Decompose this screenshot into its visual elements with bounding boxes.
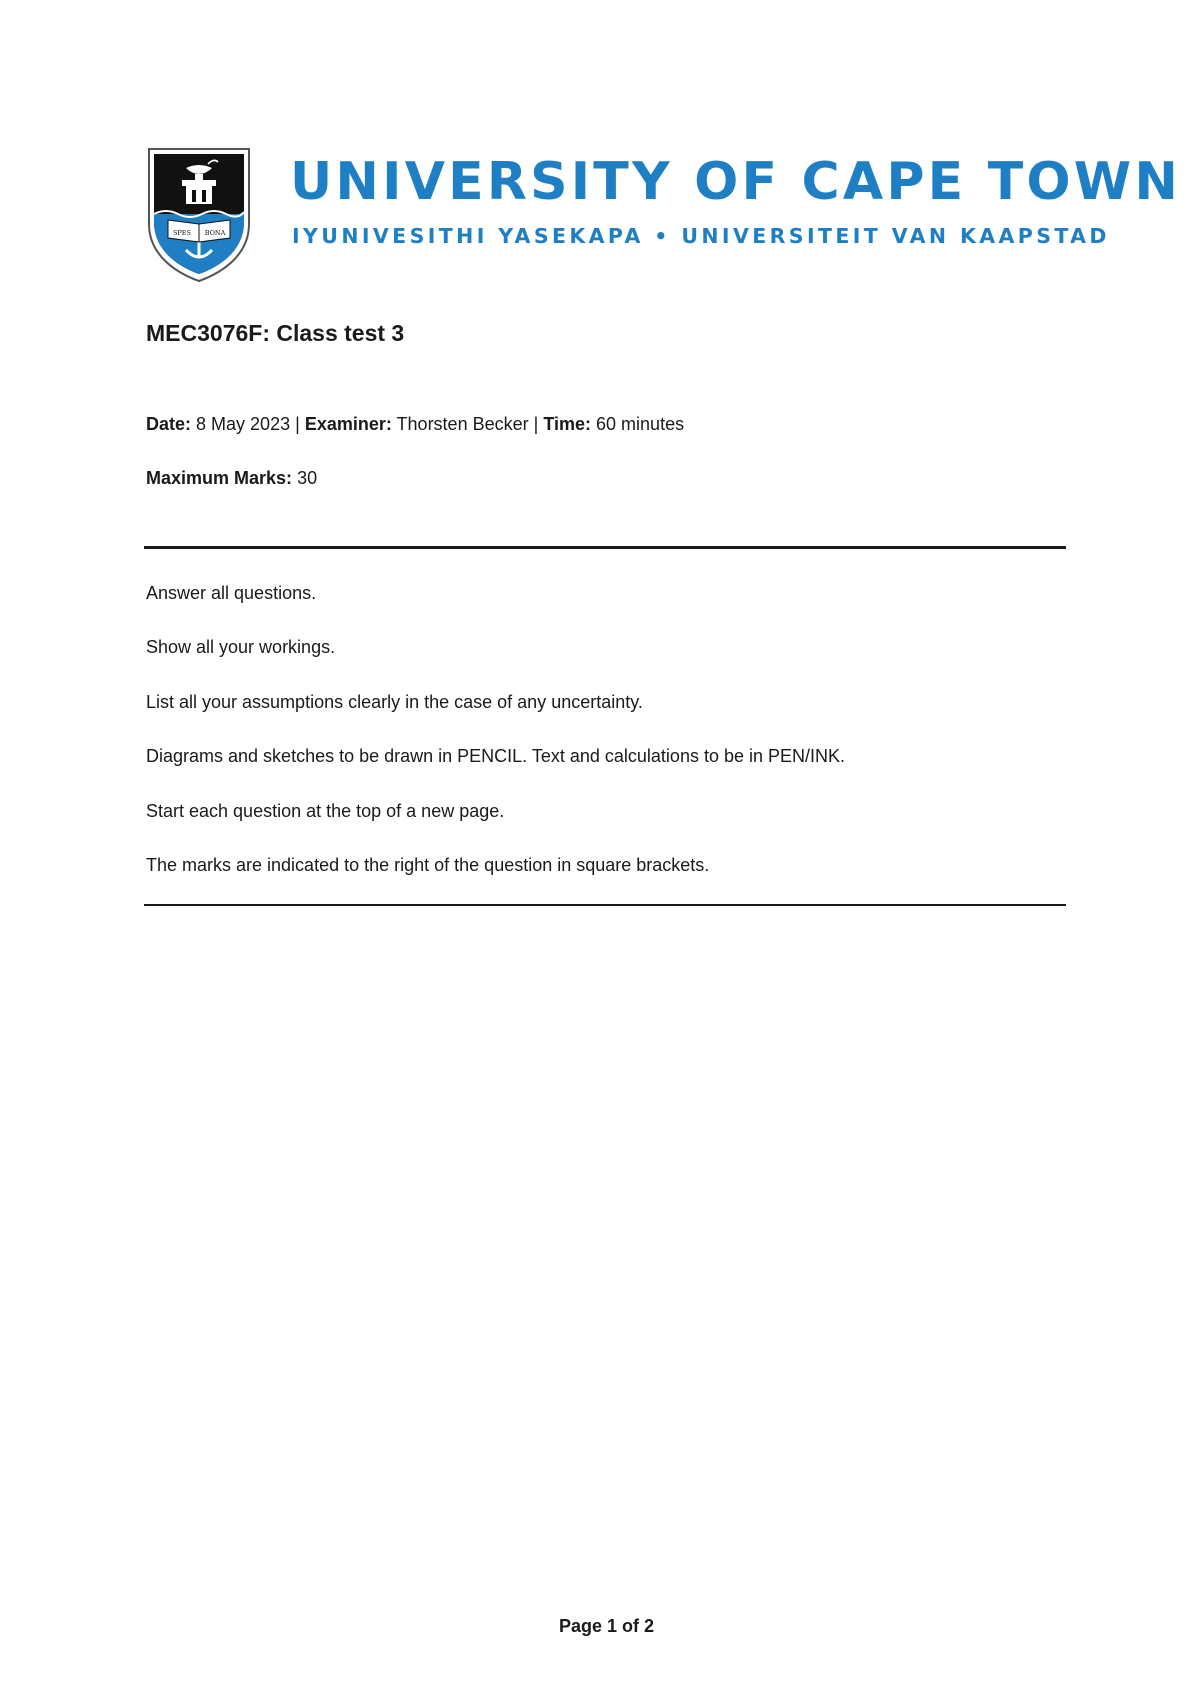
examiner-value: Thorsten Becker bbox=[396, 414, 529, 434]
crest-motto-left: SPES bbox=[172, 229, 192, 237]
time-value: 60 minutes bbox=[596, 414, 685, 434]
date-label: Date: bbox=[146, 414, 192, 434]
divider-top bbox=[144, 546, 1066, 549]
divider-bottom bbox=[144, 904, 1066, 906]
separator: | bbox=[533, 414, 539, 434]
time-label: Time: bbox=[543, 414, 592, 434]
university-subtitle: IYUNIVESITHI YASEKAPA • UNIVERSITEIT VAN KAAPSTAD bbox=[292, 224, 1110, 248]
instruction-item: The marks are indicated to the right of the question in square brackets. bbox=[146, 854, 710, 875]
marks-value: 30 bbox=[297, 468, 318, 488]
instruction-item: Start each question at the top of a new page. bbox=[146, 800, 505, 821]
date-value: 8 May 2023 bbox=[196, 414, 291, 434]
examiner-label: Examiner: bbox=[304, 414, 392, 434]
instruction-item: Show all your workings. bbox=[146, 637, 336, 658]
instruction-item: Diagrams and sketches to be drawn in PENCIL. Text and calculations to be in PEN/INK. bbox=[146, 746, 846, 767]
crest-motto-right: BONA bbox=[204, 229, 226, 237]
university-name: UNIVERSITY OF CAPE TOWN bbox=[290, 152, 1182, 212]
page-number: Page 1 of 2 bbox=[558, 1616, 655, 1636]
max-marks-line bbox=[146, 468, 317, 489]
instruction-item: Answer all questions. bbox=[146, 583, 317, 603]
marks-label: Maximum Marks: bbox=[146, 468, 293, 488]
instruction-item: List all your assumptions clearly in the case of any uncertainty. bbox=[146, 691, 643, 712]
instructions-list bbox=[146, 582, 845, 908]
exam-title: MEC3076F: Class test 3 bbox=[146, 320, 405, 346]
separator: | bbox=[295, 414, 300, 434]
uct-crest-logo bbox=[146, 146, 252, 284]
exam-details-line bbox=[146, 414, 684, 435]
